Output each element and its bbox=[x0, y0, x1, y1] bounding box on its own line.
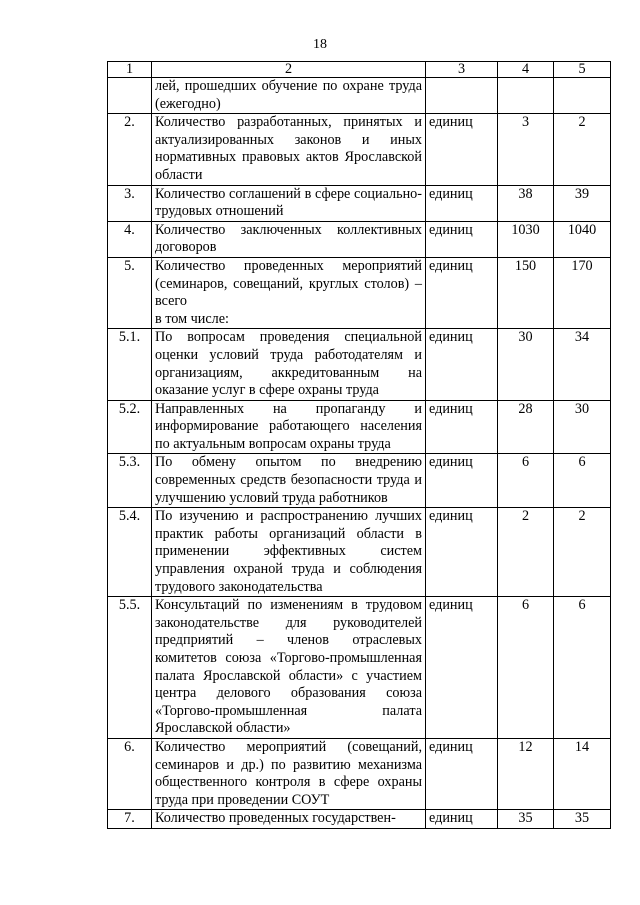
table-row bbox=[108, 400, 611, 454]
row-number: 2. bbox=[108, 114, 152, 185]
row-unit: единиц bbox=[426, 508, 498, 597]
row-unit: единиц bbox=[426, 114, 498, 185]
row-value-col4: 35 bbox=[498, 810, 554, 829]
header-cell-2: 2 bbox=[152, 62, 426, 78]
row-description: Количество проведенных государствен- bbox=[152, 810, 426, 829]
row-number: 6. bbox=[108, 738, 152, 809]
row-description: лей, прошедших обучение по охране труда (ежегодно) bbox=[152, 78, 426, 114]
row-number: 5.5. bbox=[108, 597, 152, 739]
row-value-col4: 6 bbox=[498, 454, 554, 508]
header-cell-4: 4 bbox=[498, 62, 554, 78]
table-row bbox=[108, 454, 611, 508]
row-value-col4: 28 bbox=[498, 400, 554, 454]
row-unit: единиц bbox=[426, 597, 498, 739]
row-value-col5: 6 bbox=[554, 454, 611, 508]
row-value-col5 bbox=[554, 78, 611, 114]
row-description-main: Количество проведенных мероприятий (семинаров, совещаний, круглых столов) – всего bbox=[155, 257, 422, 310]
row-value-col5: 1040 bbox=[554, 221, 611, 257]
row-unit: единиц bbox=[426, 185, 498, 221]
row-unit: единиц bbox=[426, 400, 498, 454]
row-number: 5.2. bbox=[108, 400, 152, 454]
row-value-col5: 35 bbox=[554, 810, 611, 829]
table-row bbox=[108, 185, 611, 221]
table-row bbox=[108, 597, 611, 739]
row-description: По изучению и распространению лучших практик работы организаций области в применении эффективных систем управления охраной труда и соблюдения трудового законодательства bbox=[152, 508, 426, 597]
row-value-col4: 12 bbox=[498, 738, 554, 809]
row-description: Количество заключенных коллективных договоров bbox=[152, 221, 426, 257]
row-description: Количество соглашений в сфере социально-трудовых отношений bbox=[152, 185, 426, 221]
row-value-col4: 6 bbox=[498, 597, 554, 739]
row-number: 5.1. bbox=[108, 329, 152, 400]
header-cell-5: 5 bbox=[554, 62, 611, 78]
row-number: 5. bbox=[108, 257, 152, 328]
row-unit: единиц bbox=[426, 257, 498, 328]
row-value-col4: 2 bbox=[498, 508, 554, 597]
row-description: Количество разработанных, принятых и актуализированных законов и иных нормативных правовых актов Ярославской области bbox=[152, 114, 426, 185]
row-description: По обмену опытом по внедрению современных средств безопасности труда и улучшению условий труда работников bbox=[152, 454, 426, 508]
report-table bbox=[107, 61, 611, 829]
header-cell-1: 1 bbox=[108, 62, 152, 78]
table-row bbox=[108, 329, 611, 400]
row-unit: единиц bbox=[426, 454, 498, 508]
row-unit: единиц bbox=[426, 221, 498, 257]
row-value-col5: 2 bbox=[554, 114, 611, 185]
table-row bbox=[108, 257, 611, 328]
row-number: 7. bbox=[108, 810, 152, 829]
row-value-col4: 3 bbox=[498, 114, 554, 185]
row-value-col4: 30 bbox=[498, 329, 554, 400]
row-number bbox=[108, 78, 152, 114]
row-value-col5: 6 bbox=[554, 597, 611, 739]
row-number: 4. bbox=[108, 221, 152, 257]
header-cell-3: 3 bbox=[426, 62, 498, 78]
row-unit: единиц bbox=[426, 738, 498, 809]
table-row bbox=[108, 810, 611, 829]
row-description: Направленных на пропаганду и информирование работающего населения по актуальным вопросам охраны труда bbox=[152, 400, 426, 454]
row-value-col5: 30 bbox=[554, 400, 611, 454]
row-value-col4: 1030 bbox=[498, 221, 554, 257]
row-unit: единиц bbox=[426, 329, 498, 400]
row-unit: единиц bbox=[426, 810, 498, 829]
row-value-col5: 14 bbox=[554, 738, 611, 809]
row-value-col5: 170 bbox=[554, 257, 611, 328]
header-row bbox=[108, 62, 611, 78]
table-row bbox=[108, 508, 611, 597]
table-row bbox=[108, 114, 611, 185]
row-value-col4: 38 bbox=[498, 185, 554, 221]
table-row bbox=[108, 738, 611, 809]
row-description: По вопросам проведения специальной оценки условий труда работодателям и организациям, аккредитованным на оказание услуг в сфере охраны труда bbox=[152, 329, 426, 400]
row-unit bbox=[426, 78, 498, 114]
row-value-col5: 2 bbox=[554, 508, 611, 597]
row-description-sub: в том числе: bbox=[155, 310, 229, 327]
row-description: Количество мероприятий (совещаний, семинаров и др.) по развитию механизма общественного контроля в сфере охраны труда при проведении СОУТ bbox=[152, 738, 426, 809]
row-value-col4: 150 bbox=[498, 257, 554, 328]
page-number: 18 bbox=[313, 37, 327, 52]
row-value-col4 bbox=[498, 78, 554, 114]
table-row bbox=[108, 78, 611, 114]
row-number: 5.4. bbox=[108, 508, 152, 597]
row-number: 3. bbox=[108, 185, 152, 221]
row-value-col5: 39 bbox=[554, 185, 611, 221]
row-value-col5: 34 bbox=[554, 329, 611, 400]
row-description bbox=[152, 257, 426, 328]
row-description: Консультаций по изменениям в трудовом законодательстве для руководителей предприятий – членов отраслевых комитетов союза «Торгово-промышленная палата Ярославской области» с участием центра делового образования союза «Торгово-промышленная палата Ярославской области» bbox=[152, 597, 426, 739]
row-number: 5.3. bbox=[108, 454, 152, 508]
table-row bbox=[108, 221, 611, 257]
